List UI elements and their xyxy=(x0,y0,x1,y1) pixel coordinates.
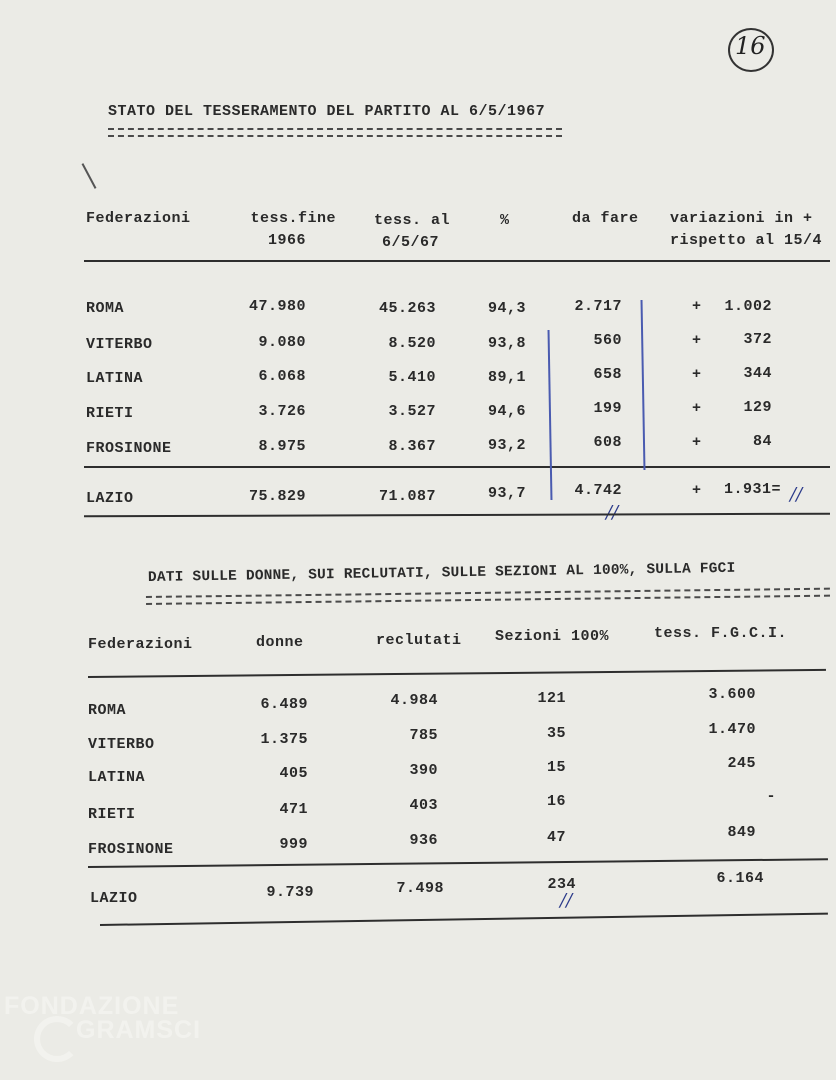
pen-mark-variazioni: // xyxy=(790,484,803,505)
page-number: 16 xyxy=(735,32,766,60)
t2-header-rule xyxy=(88,669,826,678)
t1-header-federazioni: Federazioni xyxy=(86,210,191,227)
t1-header-pct: % xyxy=(500,212,510,229)
t1-header-tess-fine: tess.fine 1966 xyxy=(250,210,336,249)
subtitle-underline xyxy=(146,588,830,605)
t1-header-variazioni: variazioni in + rispetto al 15/4 xyxy=(670,210,823,249)
document-page: 16 STATO DEL TESSERAMENTO DEL PARTITO AL 6/5/1967 Federazioni tess.fine 1966 tess. al 6/5/67 % da fare variazioni in + rispetto al 15/4 ROMA 47.980 45.263 94,3 2.717 + 1.002 VITERBO 9.080 8.520 93,8 560 + 372 LATINA 6.068 5.410 89,1 658 + 344 RIETI 3.726 3.527 94,6 199 + 129 FROSINONE 8.975 8.367 93,2 608 + 84 LAZIO 75.829 71.087 93,7 4.742 + 1.931= // DATI SULLE DONNE, SUI RECLUTATI, SULLE SEZIONI AL 100%, SULLA FGCI Federazioni donne reclutati Sezioni 100% tess. F.G.C.I. ROMA 6.489 4.984 121 3.600 VITERBO 1.375 785 35 1.470 LATINA 405 390 15 245 RIETI 471 403 16 - FROSINONE 999 936 47 849 LAZIO 9.739 7.498 234 6.164 // FONDAZIONE GRAMSCI xyxy=(0,0,836,1080)
t2-header-federazioni: Federazioni xyxy=(88,636,193,653)
t1-header-da-fare: da fare xyxy=(572,210,639,227)
t1-header-tess-al: tess. al 6/5/67 xyxy=(374,212,451,251)
t2-total-rule-top xyxy=(88,858,828,868)
t1-total-rule-top xyxy=(84,466,830,468)
pen-bracket-line-right xyxy=(641,300,646,470)
t2-header-donne: donne xyxy=(256,634,304,651)
t1-bottom-rule xyxy=(84,513,830,518)
t1-header-rule xyxy=(84,260,830,262)
t2-header-fgci: tess. F.G.C.I. xyxy=(654,625,788,642)
title-underline xyxy=(108,128,562,137)
pen-mark-sezioni: // xyxy=(560,890,573,911)
t2-header-sezioni: Sezioni 100% xyxy=(495,628,610,645)
watermark-gramsci: GRAMSCI xyxy=(76,1016,202,1044)
section-subtitle: DATI SULLE DONNE, SUI RECLUTATI, SULLE SEZIONI AL 100%, SULLA FGCI xyxy=(147,560,736,586)
watermark-fondazione: FONDAZIONE xyxy=(4,992,180,1020)
pen-stroke xyxy=(82,163,97,189)
t2-bottom-rule xyxy=(100,913,828,926)
document-title: STATO DEL TESSERAMENTO DEL PARTITO AL 6/5/1967 xyxy=(108,103,546,120)
watermark-logo-icon xyxy=(34,1016,80,1062)
t2-header-reclutati: reclutati xyxy=(376,632,462,649)
